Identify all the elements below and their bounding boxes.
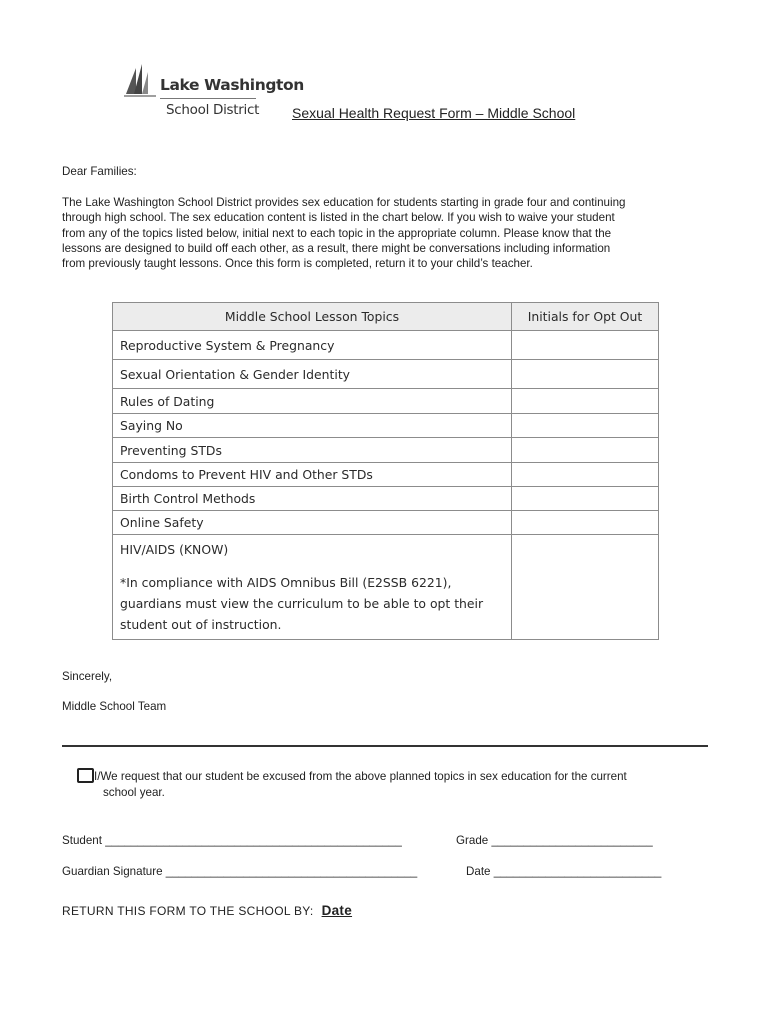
intro-line: from previously taught lessons. Once this form is completed, return it to your child’s teacher. — [62, 257, 533, 271]
table-row — [113, 331, 659, 360]
request-text — [94, 769, 627, 801]
table-row — [113, 463, 659, 487]
initials-cell[interactable] — [512, 331, 659, 360]
table-header-row — [113, 303, 659, 331]
request-line: school year. — [103, 786, 165, 799]
initials-cell[interactable] — [512, 414, 659, 438]
topic-label: HIV/AIDS (KNOW) — [120, 542, 229, 557]
section-divider — [62, 745, 708, 747]
intro-line: from any of the topics listed below, initial next to each topic in the appropriate column. Please know that the — [62, 226, 612, 240]
topic-cell: Condoms to Prevent HIV and Other STDs — [113, 463, 512, 487]
logo-name-line2: School District — [166, 102, 260, 118]
header-topics: Middle School Lesson Topics — [113, 303, 512, 331]
form-title: Sexual Health Request Form – Middle School — [292, 105, 576, 121]
topic-cell-hiv — [113, 535, 512, 640]
guardian-signature-field[interactable]: Guardian Signature _______________________________________ — [62, 865, 418, 878]
return-instruction — [62, 903, 352, 918]
logo-divider — [160, 98, 256, 99]
return-label: RETURN THIS FORM TO THE SCHOOL BY: — [62, 904, 314, 918]
intro-paragraph — [62, 195, 625, 271]
topic-cell: Rules of Dating — [113, 389, 512, 414]
request-line: I/We request that our student be excused from the above planned topics in sex education for the current — [94, 770, 627, 783]
intro-line: lessons are designed to build off each other, as a result, there might be conversations including information — [62, 241, 611, 255]
topic-cell: Online Safety — [113, 511, 512, 535]
topic-cell: Birth Control Methods — [113, 487, 512, 511]
topic-cell: Reproductive System & Pregnancy — [113, 331, 512, 360]
closing: Sincerely, — [62, 670, 113, 683]
initials-cell[interactable] — [512, 389, 659, 414]
initials-cell[interactable] — [512, 463, 659, 487]
topic-cell: Sexual Orientation & Gender Identity — [113, 360, 512, 389]
table-row — [113, 438, 659, 463]
signature-team: Middle School Team — [62, 700, 167, 713]
compliance-note: *In compliance with AIDS Omnibus Bill (E2SSB 6221), guardians must view the curriculum to be able to opt their student out of instruction. — [120, 575, 484, 632]
initials-cell[interactable] — [512, 438, 659, 463]
table-row — [113, 414, 659, 438]
table-row — [113, 389, 659, 414]
date-field[interactable]: Date __________________________ — [466, 865, 662, 878]
initials-cell[interactable] — [512, 360, 659, 389]
topic-cell: Preventing STDs — [113, 438, 512, 463]
grade-field[interactable]: Grade _________________________ — [456, 834, 653, 847]
intro-line: The Lake Washington School District provides sex education for students starting in grade four and continuing — [62, 196, 626, 209]
intro-line: through high school. The sex education content is listed in the chart below. If you wish to waive your student — [62, 211, 615, 225]
initials-cell[interactable] — [512, 535, 659, 640]
topic-cell: Saying No — [113, 414, 512, 438]
table-row — [113, 360, 659, 389]
header-initials: Initials for Opt Out — [512, 303, 659, 331]
logo-name-line1: Lake Washington — [160, 76, 304, 94]
student-field[interactable]: Student ______________________________________________ — [62, 834, 402, 847]
initials-cell[interactable] — [512, 511, 659, 535]
return-date: Date — [321, 903, 353, 918]
table-row — [113, 487, 659, 511]
lesson-topics-table — [112, 302, 659, 640]
request-checkbox[interactable] — [77, 768, 94, 783]
initials-cell[interactable] — [512, 487, 659, 511]
district-logo — [122, 64, 304, 122]
greeting: Dear Families: — [62, 165, 137, 178]
sailboat-icon — [122, 64, 162, 104]
table-row — [113, 511, 659, 535]
table-row — [113, 535, 659, 640]
